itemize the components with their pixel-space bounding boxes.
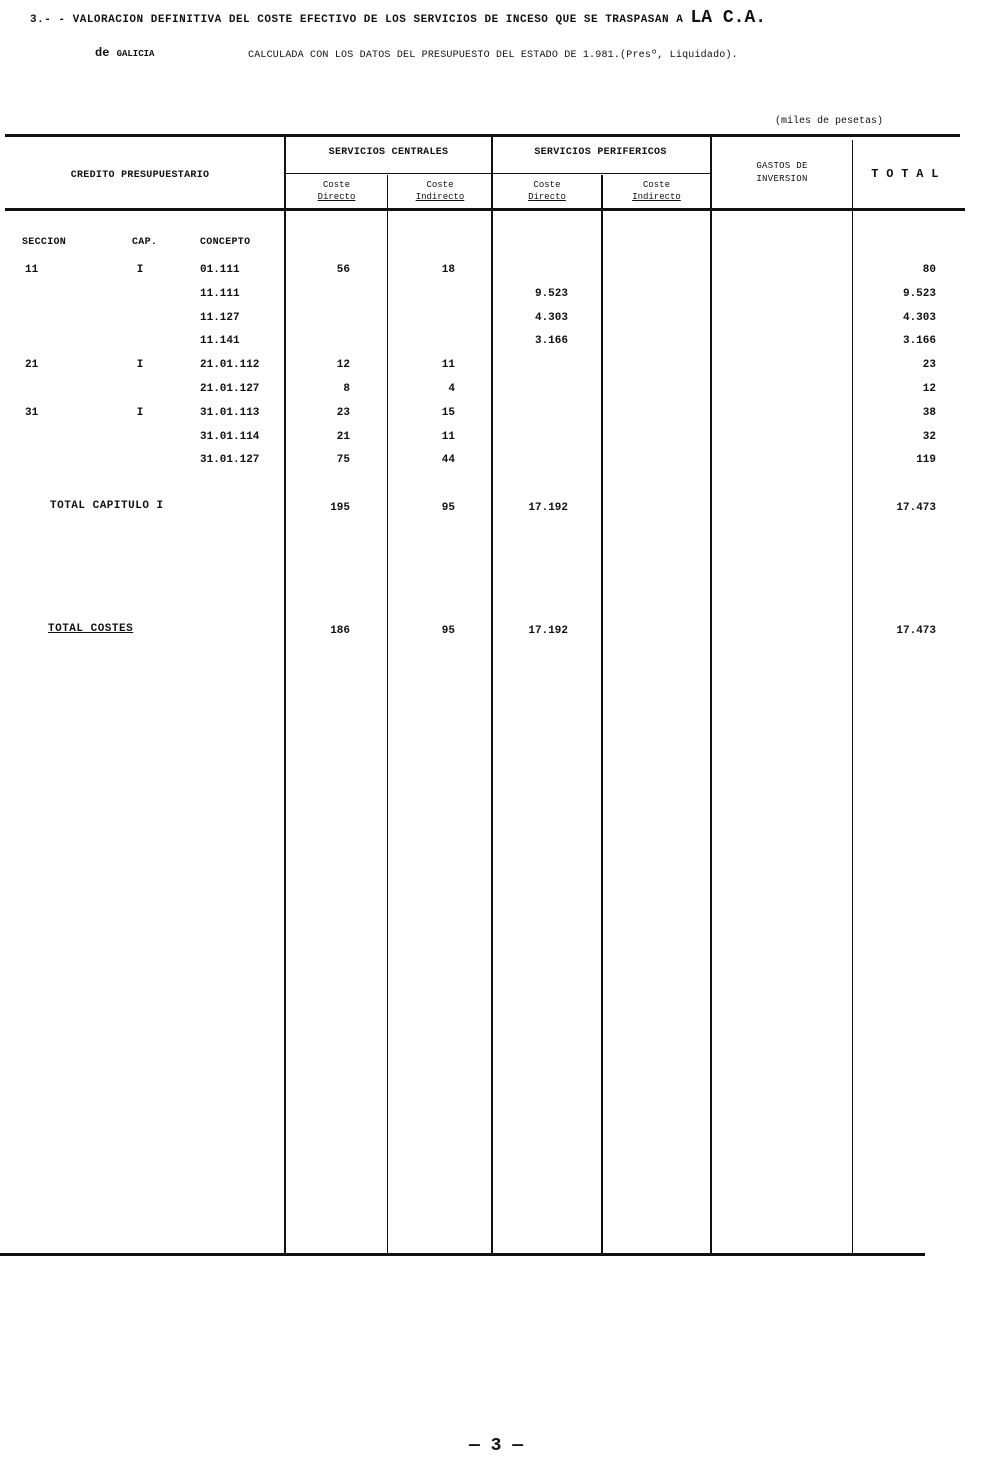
header-centrales: SERVICIOS CENTRALES <box>328 147 449 158</box>
total-costes-pd: 17.192 <box>528 625 568 637</box>
table-cell-ci: 18 <box>441 264 455 276</box>
table-cell-seccion <box>25 286 95 302</box>
table-cell-cap <box>120 310 160 326</box>
table-cell-seccion: 31 <box>25 407 39 419</box>
table-cell-cd: 8 <box>343 383 350 395</box>
table-cell-concepto: 31.01.114 <box>200 431 260 443</box>
table-cell-cd: 56 <box>336 264 350 276</box>
table-cell-ci: 15 <box>441 407 455 419</box>
total-capitulo-label: TOTAL CAPITULO I <box>50 500 164 512</box>
table-top-rule <box>5 134 960 137</box>
total-costes-ci: 95 <box>441 625 455 637</box>
table-cell-pd <box>498 357 568 373</box>
table-cell-total: 38 <box>922 407 936 419</box>
table-cell-ci: 11 <box>441 359 455 371</box>
table-cell-concepto: 11.127 <box>200 312 240 324</box>
table-cell-cd <box>290 286 350 302</box>
table-cell-cap <box>120 452 160 468</box>
region-line <box>95 46 154 60</box>
table-cell-ci: 4 <box>448 383 455 395</box>
table-cell-seccion <box>25 333 95 349</box>
document-title <box>30 8 766 28</box>
total-capitulo-pd: 17.192 <box>528 502 568 514</box>
sub-perifericos-directo <box>493 179 601 203</box>
sub-perifericos-indirecto <box>603 179 710 203</box>
header-inversion-line2: INVERSION <box>756 174 808 184</box>
table-cell-total: 119 <box>916 454 936 466</box>
region-name: GALICIA <box>116 49 155 59</box>
table-cell-concepto: 21.01.112 <box>200 359 260 371</box>
sub-label-line1: Coste <box>322 180 350 190</box>
table-cell-cap: I <box>136 359 144 371</box>
table-cell-seccion <box>25 452 95 468</box>
sub-label-line1: Coste <box>533 180 561 190</box>
table-cell-cd: 23 <box>336 407 350 419</box>
total-costes-total: 17.473 <box>896 625 936 637</box>
table-cell-pd: 4.303 <box>534 312 568 324</box>
table-cell-ci: 11 <box>441 431 455 443</box>
table-cell-total: 9.523 <box>902 288 936 300</box>
table-cell-seccion <box>25 310 95 326</box>
total-costes-label: TOTAL COSTES <box>48 623 134 635</box>
header-perifericos: SERVICIOS PERIFERICOS <box>534 147 667 158</box>
table-cell-total: 32 <box>922 431 936 443</box>
header-total: T O T A L <box>871 167 939 181</box>
sub-label-line2: Directo <box>317 192 356 202</box>
header-credito: CREDITO PRESUPUESTARIO <box>70 170 210 181</box>
col-divider-5 <box>710 134 712 1254</box>
col-divider-6 <box>852 140 853 1254</box>
table-cell-cap <box>120 286 160 302</box>
total-capitulo-cd: 195 <box>330 502 350 514</box>
table-cell-ci <box>395 333 455 349</box>
table-cell-seccion <box>25 429 95 445</box>
sub-label-line2: Directo <box>528 192 566 202</box>
col-divider-3 <box>491 134 493 1254</box>
table-cell-concepto: 31.01.127 <box>200 454 260 466</box>
table-cell-cap: I <box>136 264 144 276</box>
table-cell-pd: 9.523 <box>534 288 568 300</box>
table-cell-total: 4.303 <box>902 312 936 324</box>
table-cell-total: 3.166 <box>902 335 936 347</box>
table-cell-concepto: 21.01.127 <box>200 383 260 395</box>
table-cell-pd <box>498 429 568 445</box>
table-cell-ci <box>395 310 455 326</box>
total-capitulo-ci: 95 <box>441 502 455 514</box>
title-text: VALORACION DEFINITIVA DEL COSTE EFECTIVO DE LOS SERVICIOS DE INCESO QUE SE TRASPASAN A <box>72 14 684 26</box>
table-cell-concepto: 31.01.113 <box>200 407 260 419</box>
sub-label-line1: Coste <box>426 180 454 190</box>
table-cell-cd <box>290 333 350 349</box>
sub-label-line1: Coste <box>642 180 670 190</box>
sub-label-line2: Indirecto <box>632 192 681 202</box>
subtitle: CALCULADA CON LOS DATOS DEL PRESUPUESTO DEL ESTADO DE 1.981.(Presº, Liquidado). <box>248 50 738 61</box>
table-cell-cap <box>120 429 160 445</box>
table-cell-pd <box>498 262 568 278</box>
table-cell-ci <box>395 286 455 302</box>
table-cell-pd <box>498 452 568 468</box>
table-cell-seccion <box>25 381 95 397</box>
table-cell-seccion: 11 <box>25 264 39 276</box>
label-cap: CAP. <box>132 237 158 248</box>
header-bottom-rule <box>5 208 965 211</box>
header-inversion-line1: GASTOS DE <box>756 161 808 171</box>
header-mid-rule <box>285 173 710 174</box>
table-cell-cap <box>120 333 160 349</box>
table-cell-cd: 12 <box>336 359 350 371</box>
table-cell-pd <box>498 381 568 397</box>
table-cell-concepto: 11.141 <box>200 335 240 347</box>
table-cell-total: 23 <box>922 359 936 371</box>
col-divider-2 <box>387 175 388 1254</box>
table-cell-seccion: 21 <box>25 359 39 371</box>
table-bottom-rule <box>0 1253 925 1256</box>
label-seccion: SECCION <box>22 237 67 248</box>
table-cell-cd <box>290 310 350 326</box>
table-cell-cap <box>120 381 160 397</box>
total-capitulo-total: 17.473 <box>896 502 936 514</box>
table-cell-pd: 3.166 <box>534 335 568 347</box>
table-cell-cd: 21 <box>336 431 350 443</box>
units-note: (miles de pesetas) <box>775 116 884 127</box>
sub-centrales-indirecto <box>389 179 491 203</box>
table-cell-ci: 44 <box>441 454 455 466</box>
table-cell-concepto: 01.111 <box>200 264 240 276</box>
total-costes-cd: 186 <box>330 625 350 637</box>
table-cell-cap: I <box>136 407 144 419</box>
table-cell-total: 80 <box>922 264 936 276</box>
table-cell-total: 12 <box>922 383 936 395</box>
table-cell-cd: 75 <box>336 454 350 466</box>
sub-centrales-directo <box>286 179 387 203</box>
header-inversion <box>712 160 852 186</box>
sub-label-line2: Indirecto <box>415 192 465 202</box>
col-divider-1 <box>284 134 286 1254</box>
label-concepto: CONCEPTO <box>200 237 251 248</box>
region-prefix: de <box>95 46 110 60</box>
title-prefix: 3.- - <box>30 14 66 26</box>
table-cell-pd <box>498 405 568 421</box>
table-cell-concepto: 11.111 <box>200 288 240 300</box>
col-divider-4 <box>601 175 603 1254</box>
page-number: — 3 — <box>468 1436 523 1456</box>
title-region-code: LA C.A. <box>690 8 767 28</box>
